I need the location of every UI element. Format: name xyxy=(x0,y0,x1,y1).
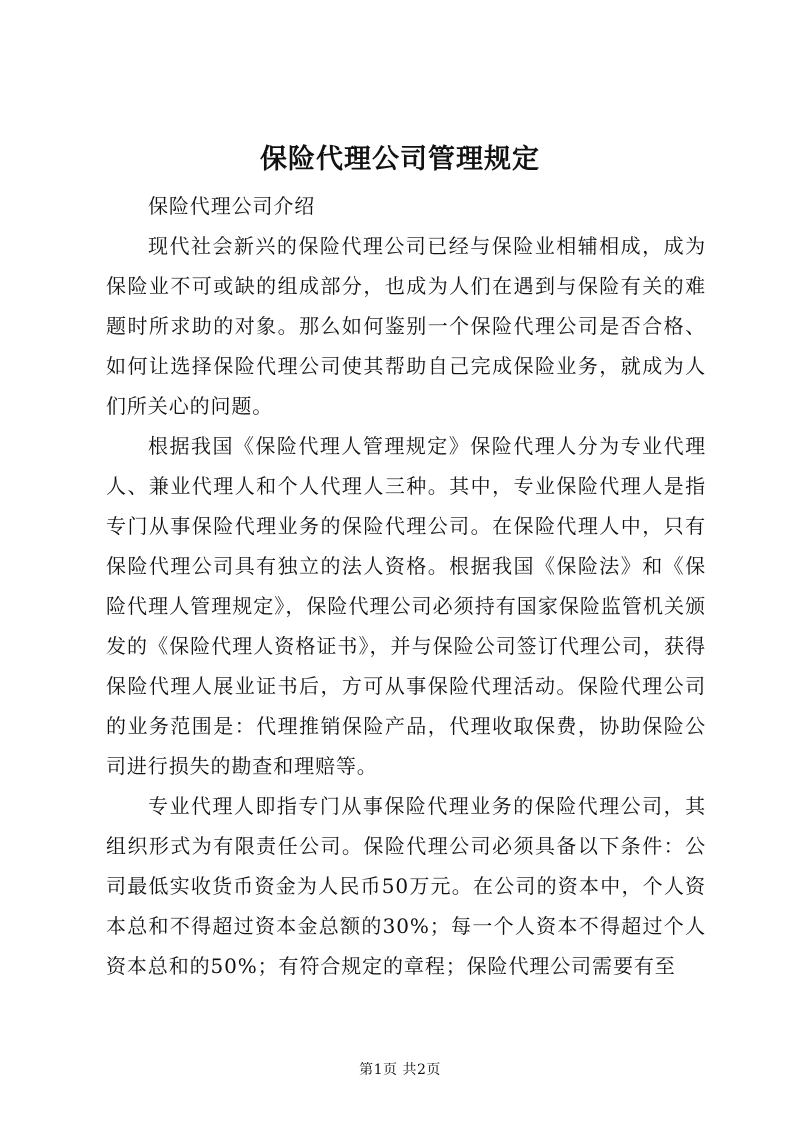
paragraph-2: 根据我国《保险代理人管理规定》保险代理人分为专业代理人、兼业代理人和个人代理人三种。其中，专业保险代理人是指专门从事保险代理业务的保险代理公司。在保险代理人中，只有保险代理公司具有独立的法人资格。根据我国《保险法》和《保险代理人管理规定》，保险代理公司必须持有国家保险监管机关颁发的《保险代理人资格证书》，并与保险公司签订代理公司，获得保险代理人展业证书后，方可从事保险代理活动。保险代理公司的业务范围是：代理推销保险产品，代理收取保费，协助保险公司进行损失的勘查和理赔等。 xyxy=(106,434,706,778)
paragraph-3: 专业代理人即指专门从事保险代理业务的保险代理公司，其组织形式为有限责任公司。保险代理公司必须具备以下条件：公司最低实收货币资金为人民币50万元。在公司的资本中，个人资本总和不得超过资本金总额的30%；每一个人资本不得超过个人资本总和的50%；有符合规定的章程；保险代理公司需要有至 xyxy=(106,794,706,978)
document-body xyxy=(106,186,706,986)
paragraph-1: 现代社会新兴的保险代理公司已经与保险业相辅相成，成为保险业不可或缺的组成部分，也成为人们在遇到与保险有关的难题时所求助的对象。那么如何鉴别一个保险代理公司是否合格、如何让选择保险代理公司使其帮助自己完成保险业务，就成为人们所关心的问题。 xyxy=(106,234,706,418)
page-number-footer: 第1页 共2页 xyxy=(359,1062,441,1078)
section-heading: 保险代理公司介绍 xyxy=(148,194,316,218)
document-title: 保险代理公司管理规定 xyxy=(260,144,540,175)
